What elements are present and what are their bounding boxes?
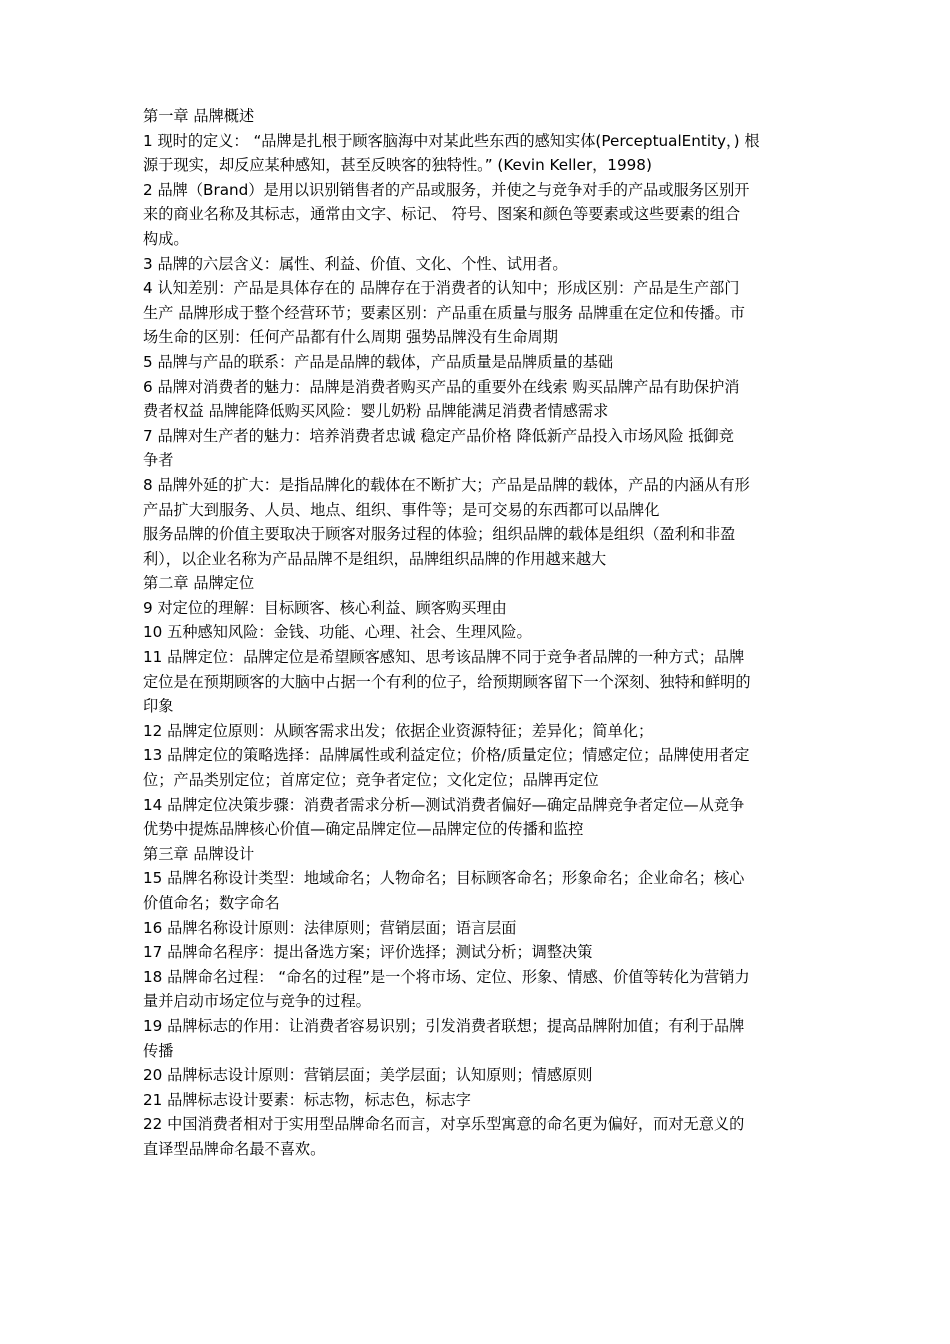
list-item (143, 645, 823, 719)
text-line: 2 品牌（Brand）是用以识别销售者的产品或服务，并使之与竞争对手的产品或服务区别开 (143, 180, 750, 199)
text-line: 4 认知差别：产品是具体存在的 品牌存在于消费者的认知中；形成区别：产品是生产部门 (143, 279, 740, 298)
chapter-heading (143, 842, 823, 867)
text-line: 6 品牌对消费者的魅力：品牌是消费者购买产品的重要外在线索 购买品牌产品有助保护消 (143, 377, 740, 396)
chapter-heading (143, 571, 823, 596)
text-line: 第二章 品牌定位 (143, 574, 255, 593)
text-line: 12 品牌定位原则：从顾客需求出发；依据企业资源特征；差异化；简单化； (143, 721, 654, 740)
list-item (143, 1014, 823, 1063)
list-item (143, 178, 823, 252)
list-item (143, 1063, 823, 1088)
text-line: 价值命名；数字命名 (143, 894, 280, 912)
text-line: 来的商业名称及其标志，通常由文字、标记、 符号、图案和颜色等要素或这些要素的组合 (143, 205, 741, 224)
text-line: 17 品牌命名程序：提出备选方案；评价选择；测试分析；调整决策 (143, 943, 593, 962)
text-line: 14 品牌定位决策步骤：消费者需求分析—测试消费者偏好—确定品牌竞争者定位—从竞争 (143, 795, 745, 814)
text-line: 20 品牌标志设计原则：营销层面；美学层面；认知原则；情感原则 (143, 1066, 593, 1085)
text-line: 21 品牌标志设计要素：标志物，标志色，标志字 (143, 1090, 471, 1109)
list-item (143, 276, 823, 350)
list-item (143, 252, 823, 277)
text-line: 直译型品牌命名最不喜欢。 (143, 1139, 326, 1158)
text-line: 11 品牌定位：品牌定位是希望顾客感知、思考该品牌不同于竞争者品牌的一种方式；品牌 (143, 648, 745, 667)
text-line: 争者 (143, 451, 174, 470)
text-line: 7 品牌对生产者的魅力：培养消费者忠诚 稳定产品价格 降低新产品投入市场风险 抵御竞 (143, 426, 734, 445)
list-item (143, 940, 823, 965)
text-line: 生产 品牌形成于整个经营环节；要素区别：产品重在质量与服务 品牌重在定位和传播。市 (143, 303, 745, 322)
text-line: 服务品牌的价值主要取决于顾客对服务过程的体验；组织品牌的载体是组织（盈利和非盈 (143, 525, 736, 544)
list-item (143, 719, 823, 744)
text-line: 场生命的区别：任何产品都有什么周期 强势品牌没有生命周期 (143, 328, 558, 347)
text-line: 费者权益 品牌能降低购买风险：婴儿奶粉 品牌能满足消费者情感需求 (143, 402, 609, 421)
text-line: 传播 (143, 1041, 174, 1060)
text-line: 利），以企业名称为产品品牌不是组织，品牌组织品牌的作用越来越大 (143, 549, 607, 568)
text-line: 定位是在预期顾客的大脑中占据一个有利的位子，给预期顾客留下一个深刻、独特和鲜明的 (143, 672, 751, 691)
text-line: 19 品牌标志的作用：让消费者容易识别；引发消费者联想；提高品牌附加值；有利于品牌 (143, 1016, 745, 1035)
document-body (143, 104, 823, 1162)
text-line: 22 中国消费者相对于实用型品牌命名而言，对享乐型寓意的命名更为偏好，而对无意义的 (143, 1115, 745, 1134)
text-line: 10 五种感知风险：金钱、功能、心理、社会、生理风险。 (143, 623, 532, 642)
list-item (143, 375, 823, 424)
list-item (143, 1088, 823, 1113)
list-item (143, 129, 823, 178)
text-line: 位；产品类别定位；首席定位；竞争者定位；文化定位；品牌再定位 (143, 771, 599, 790)
text-line: 18 品牌命名过程： “命名的过程”是一个将市场、定位、形象、情感、价值等转化为营销力 (143, 967, 750, 986)
text-line: 第一章 品牌概述 (143, 107, 255, 125)
text-line: 15 品牌名称设计类型：地域命名；人物命名；目标顾客命名；形象命名；企业命名；核心 (143, 869, 745, 888)
chapter-heading (143, 104, 823, 129)
list-item (143, 965, 823, 1014)
text-line: 1 现时的定义： “品牌是扎根于顾客脑海中对某此些东西的感知实体(PerceptualEntity，) 根 (143, 131, 760, 150)
list-item (143, 596, 823, 621)
text-line: 第三章 品牌设计 (143, 844, 255, 863)
list-item (143, 620, 823, 645)
list-item (143, 743, 823, 792)
text-line: 9 对定位的理解：目标顾客、核心利益、顾客购买理由 (143, 598, 507, 617)
list-item (143, 424, 823, 473)
text-line: 3 品牌的六层含义：属性、利益、价值、文化、个性、试用者。 (143, 254, 568, 273)
text-line: 构成。 (143, 229, 189, 248)
text-line: 8 品牌外延的扩大：是指品牌化的载体在不断扩大；产品是品牌的载体，产品的内涵从有形 (143, 475, 750, 494)
list-item (143, 350, 823, 375)
text-line: 16 品牌名称设计原则：法律原则；营销层面；语言层面 (143, 918, 517, 937)
text-line: 产品扩大到服务、人员、地点、组织、事件等；是可交易的东西都可以品牌化 (143, 500, 660, 519)
text-line: 13 品牌定位的策略选择：品牌属性或利益定位；价格/质量定位；情感定位；品牌使用者定 (143, 746, 750, 765)
list-item (143, 916, 823, 941)
list-item (143, 793, 823, 842)
list-item (143, 522, 823, 571)
list-item (143, 866, 823, 915)
text-line: 源于现实，却反应某种感知，甚至反映客的独特性。” (Kevin Keller，1998) (143, 156, 652, 175)
list-item (143, 473, 823, 522)
text-line: 5 品牌与产品的联系：产品是品牌的载体，产品质量是品牌质量的基础 (143, 352, 614, 371)
text-line: 优势中提炼品牌核心价值—确定品牌定位—品牌定位的传播和监控 (143, 820, 584, 839)
text-line: 量并启动市场定位与竞争的过程。 (143, 992, 371, 1011)
list-item (143, 1112, 823, 1161)
text-line: 印象 (143, 697, 174, 716)
